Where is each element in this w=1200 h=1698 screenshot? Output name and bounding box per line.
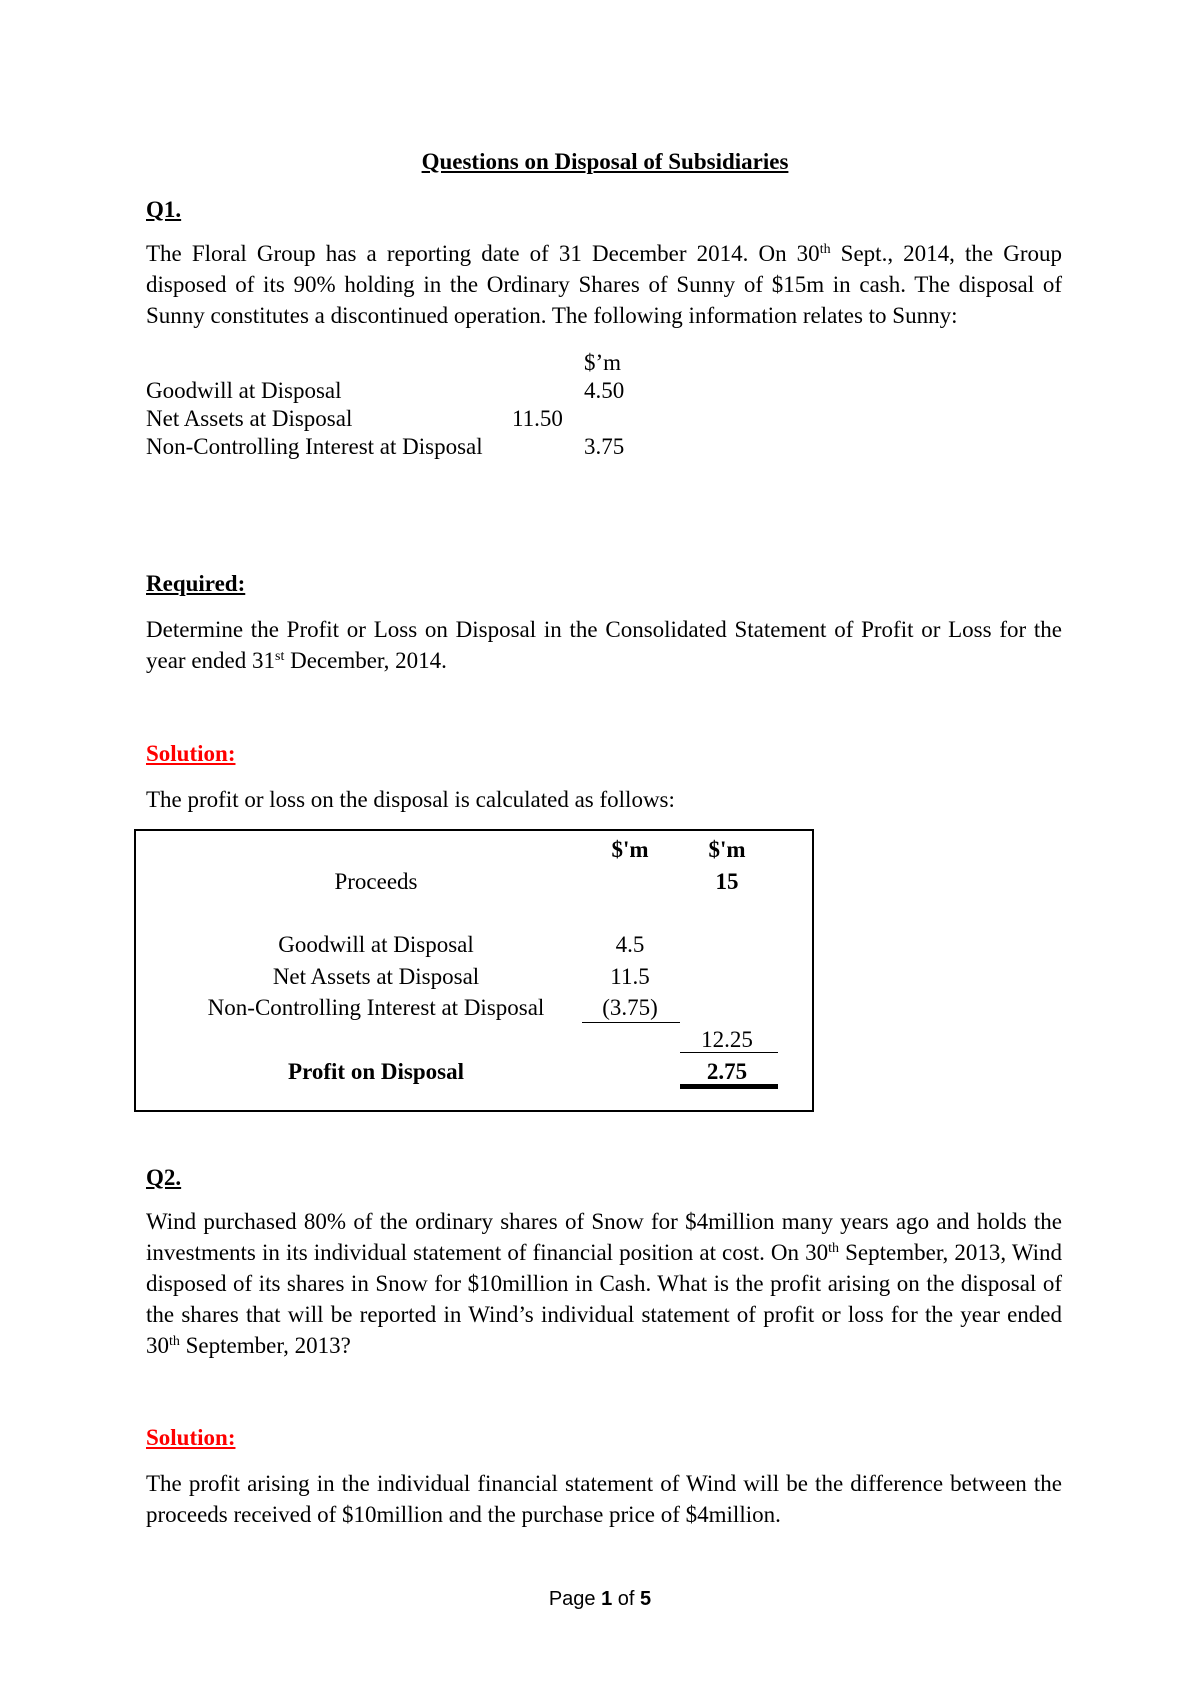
table-row-label-nci: Non-Controlling Interest at Disposal bbox=[207, 995, 545, 1020]
q2-solution-text: The profit arising in the individual financial statement of Wind will be the difference between the proceeds received of $10million and the purchase price of $4million. bbox=[146, 1471, 1062, 1527]
q1-info-value-goodwill: 4.50 bbox=[584, 378, 625, 403]
q1-paragraph bbox=[146, 238, 1062, 331]
double-underline bbox=[680, 1084, 778, 1089]
footer-page-number: 1 bbox=[601, 1588, 613, 1610]
document-title: Questions on Disposal of Subsidiaries bbox=[421, 149, 789, 174]
table-profit-value: 2.75 bbox=[706, 1059, 748, 1084]
table-row-label-net-assets: Net Assets at Disposal bbox=[272, 964, 480, 989]
table-proceeds-label: Proceeds bbox=[334, 869, 418, 894]
table-subtotal-value: 12.25 bbox=[701, 1027, 753, 1052]
table-col2-header: $'m bbox=[708, 837, 746, 862]
table-row-value-goodwill: 4.5 bbox=[615, 932, 645, 957]
q1-info-label-nci: Non-Controlling Interest at Disposal bbox=[146, 434, 483, 459]
q2-text-c: September, 2013? bbox=[179, 1333, 351, 1358]
q1-info-value-nci: 3.75 bbox=[584, 434, 625, 459]
q2-sup-1: th bbox=[828, 1241, 840, 1256]
q2-sup-2: th bbox=[169, 1334, 180, 1349]
q1-required-text bbox=[146, 614, 1062, 676]
table-proceeds-value: 15 bbox=[715, 869, 739, 894]
q1-solution-intro: The profit or loss on the disposal is calculated as follows: bbox=[146, 787, 675, 812]
table-col1-header: $'m bbox=[611, 837, 649, 862]
q1-text-b: Sept., 2014, the Group disposed of its 90% holding in the Ordinary Shares of Sunny of $15m in cash. The disposal of Sunny constitutes a discontinued operation. The following information relates to Sunny: bbox=[146, 241, 1062, 328]
q1-required-text-a: Determine the Profit or Loss on Disposal in the Consolidated Statement of Profit or Loss for the year ended 31 bbox=[146, 617, 1062, 673]
footer-page-total: 5 bbox=[640, 1588, 652, 1610]
q1-required-text-b: December, 2014. bbox=[284, 648, 447, 673]
q2-heading: Q2. bbox=[146, 1165, 182, 1190]
table-row-label-goodwill: Goodwill at Disposal bbox=[278, 932, 474, 957]
q2-solution-heading: Solution: bbox=[146, 1425, 236, 1450]
q1-info-label-net-assets: Net Assets at Disposal bbox=[146, 406, 353, 431]
q1-info-value-net-assets: 11.50 bbox=[512, 406, 563, 431]
q2-text-b: September, 2013, Wind disposed of its shares in Snow for $10million in Cash. What is the profit arising on the disposal of the shares that will be reported in Wind’s individual statement of profit or loss for the year ended 30 bbox=[146, 1240, 1062, 1358]
q2-text-a: Wind purchased 80% of the ordinary shares of Snow for $4million many years ago and holds the investments in its individual statement of financial position at cost. On 30 bbox=[146, 1209, 1062, 1265]
footer-page-word: Page bbox=[548, 1588, 596, 1610]
q1-heading: Q1. bbox=[146, 197, 182, 222]
q1-info-header: $’m bbox=[584, 350, 622, 375]
footer-of-word: of bbox=[617, 1588, 635, 1610]
q1-sup: th bbox=[819, 242, 831, 257]
q1-text-a: The Floral Group has a reporting date of 31 December 2014. On 30 bbox=[146, 241, 820, 266]
q2-paragraph bbox=[146, 1206, 1062, 1361]
q1-required-heading: Required: bbox=[146, 571, 246, 596]
q1-solution-heading: Solution: bbox=[146, 741, 236, 766]
page-footer bbox=[0, 1588, 1200, 1611]
table-profit-label: Profit on Disposal bbox=[288, 1059, 464, 1084]
q1-info-label-goodwill: Goodwill at Disposal bbox=[146, 378, 342, 403]
q1-required-sup: st bbox=[275, 649, 285, 664]
subtotal-underline bbox=[582, 1022, 680, 1023]
table-row-value-net-assets: 11.5 bbox=[610, 964, 650, 989]
table-row-value-nci: (3.75) bbox=[602, 995, 658, 1020]
total-underline bbox=[680, 1052, 778, 1053]
